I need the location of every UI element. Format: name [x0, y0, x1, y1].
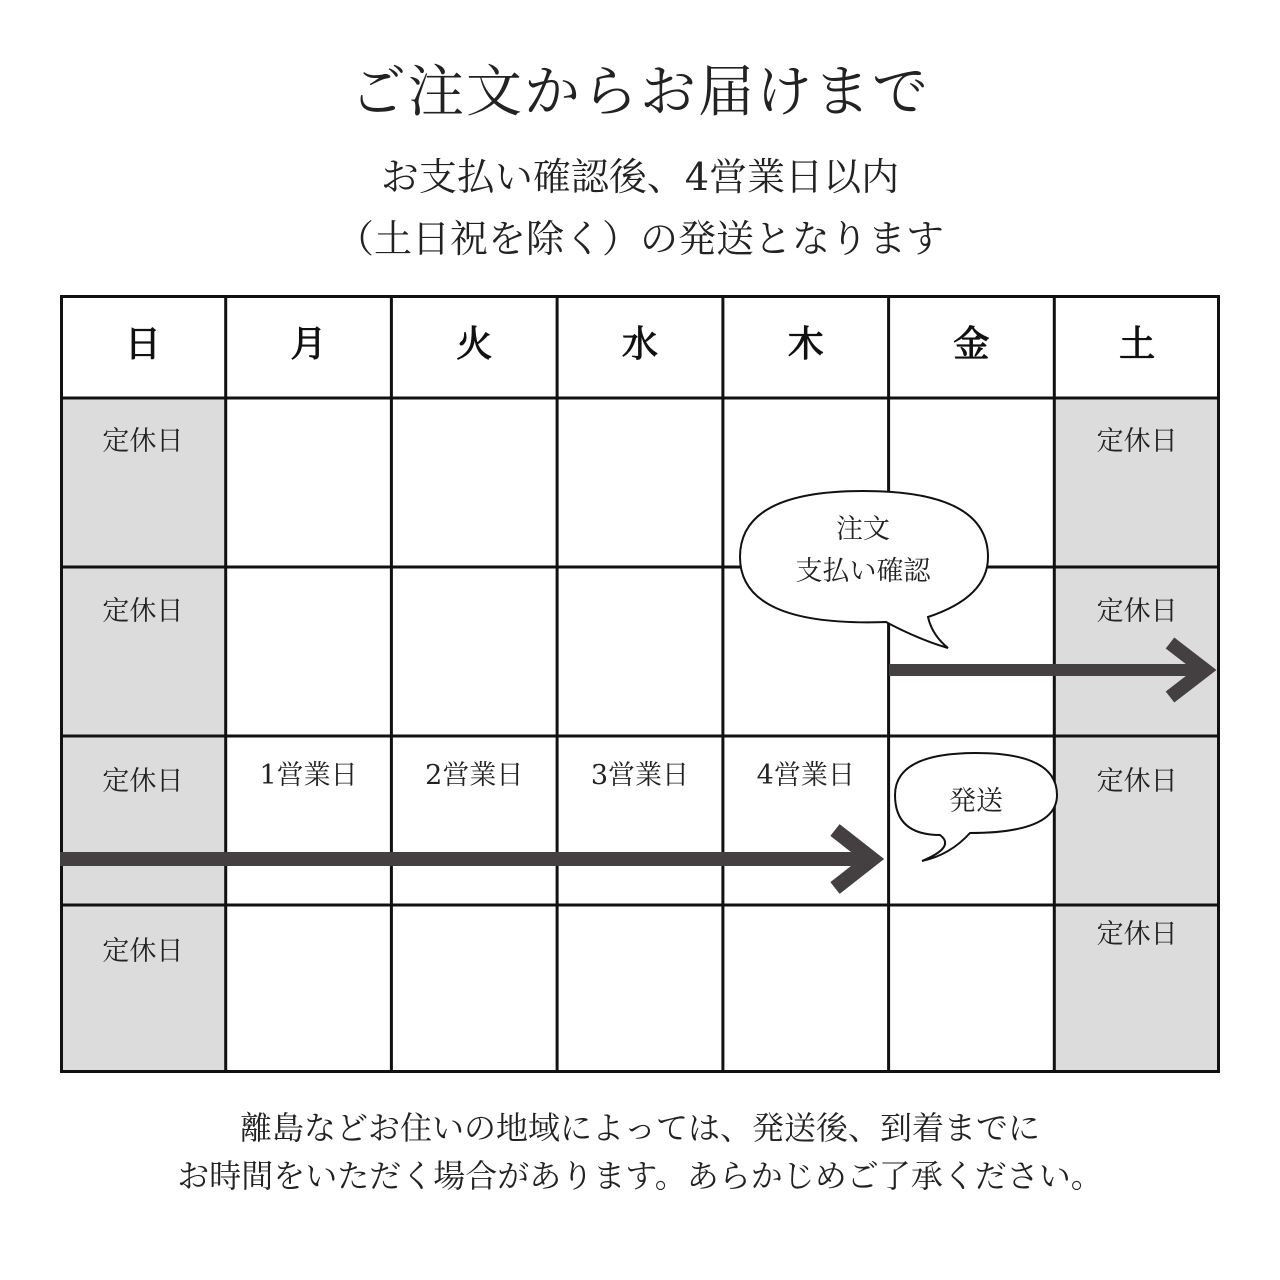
business-day-3: 3営業日: [590, 760, 690, 791]
holiday-label-sun-row2: 定休日: [102, 596, 184, 627]
holiday-label-sun-row1: 定休日: [102, 426, 184, 457]
holiday-label-sat-row1: 定休日: [1096, 426, 1178, 457]
footer-note-line-2: お時間をいただく場合があります。あらかじめご了承ください。: [177, 1157, 1103, 1195]
holiday-label-sun-row4: 定休日: [102, 936, 184, 967]
business-day-4: 4営業日: [756, 760, 855, 791]
day-header-wed: 水: [621, 324, 658, 365]
page-title: ご注文からお届けまで: [350, 60, 930, 125]
footer-note-line-1: 離島などお住いの地域によっては、発送後、到着までに: [239, 1109, 1040, 1147]
ship-bubble-label: 発送: [949, 786, 1003, 817]
shipping-calendar: [60, 295, 1220, 1073]
order-bubble-line-2: 支払い確認: [795, 556, 931, 587]
holiday-label-sat-row4: 定休日: [1096, 919, 1178, 950]
order-arrow: [889, 643, 1205, 697]
business-day-2: 2営業日: [425, 760, 524, 791]
arrows-and-bubbles: [60, 295, 1220, 1073]
day-header-sun: 日: [124, 324, 161, 365]
day-header-mon: 月: [290, 324, 327, 365]
holiday-label-sat-row3: 定休日: [1096, 766, 1178, 797]
day-header-tue: 火: [456, 324, 493, 365]
business-day-1: 1営業日: [259, 760, 358, 791]
order-bubble-line-1: 注文: [836, 514, 890, 545]
holiday-label-sun-row3: 定休日: [102, 766, 184, 797]
holiday-label-sat-row2: 定休日: [1096, 596, 1178, 627]
day-header-sat: 土: [1119, 324, 1156, 365]
day-header-thu: 木: [787, 324, 824, 365]
subtitle-line-1: お支払い確認後、4営業日以内: [380, 155, 900, 199]
day-header-fri: 金: [953, 324, 990, 365]
shipping-arrow: [60, 830, 872, 888]
subtitle-line-2: （土日祝を除く）の発送となります: [335, 217, 944, 261]
